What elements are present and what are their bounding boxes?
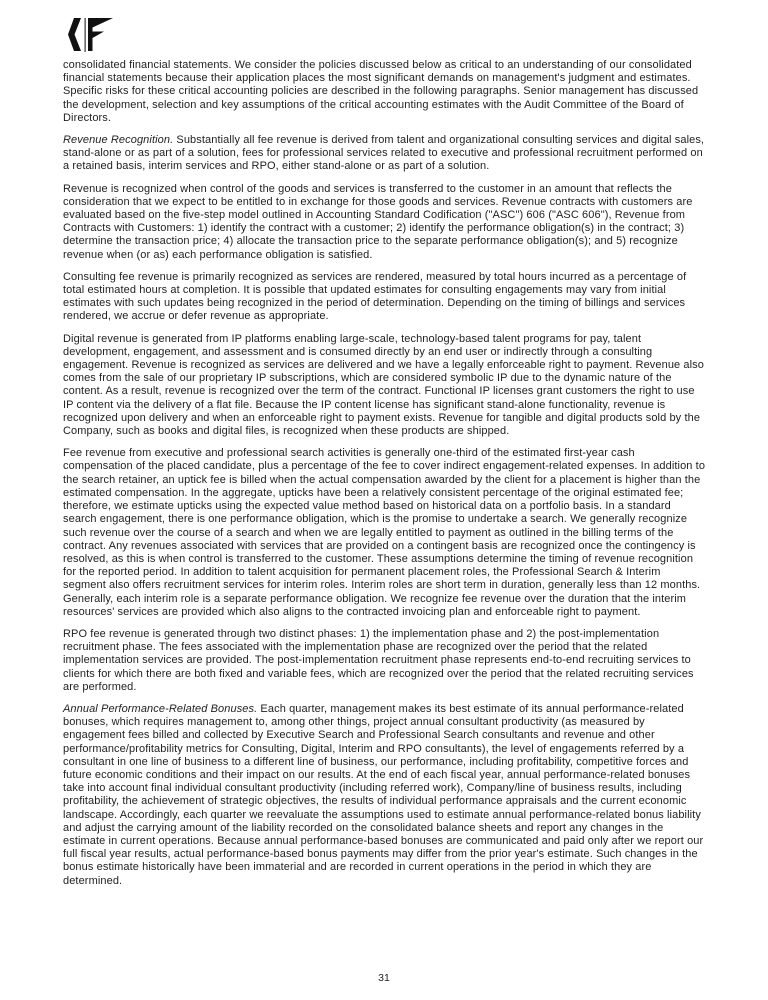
paragraph-lead: Annual Performance-Related Bonuses. (63, 702, 258, 715)
document-body (63, 59, 706, 888)
paragraph (63, 447, 706, 619)
paragraph (63, 703, 706, 888)
korn-ferry-logo-icon (68, 18, 114, 52)
paragraph (63, 628, 706, 694)
page-number: 31 (378, 972, 390, 984)
paragraph-text: Substantially all fee revenue is derived from talent and organizational consulting services and digital sales, stand-alone or as part of a solution, fees for professional services related to executive and professional recruitment performed on a retained basis, interim services and RPO, either stand-alone or as part of a solution. (63, 134, 705, 173)
paragraph (63, 183, 706, 262)
paragraph-text: Consulting fee revenue is primarily recognized as services are rendered, measured by total hours incurred as a percentage of total estimated hours at completion. It is possible that updated estimates for consulting engagements may vary from initial estimates with such updates being recognized in the period of determination. Depending on the timing of billings and services rendered, we accrue or defer revenue as appropriate. (63, 270, 687, 323)
paragraph (63, 59, 706, 125)
paragraph (63, 271, 706, 324)
paragraph (63, 333, 706, 439)
page-footer (0, 968, 768, 986)
paragraph-text: Revenue is recognized when control of the goods and services is transferred to the customer in an amount that reflects the consideration that we expect to be entitled to in exchange for those goods and services. Revenue contracts with customers are evaluated based on the five-step model outlined in Accounting Standard Codification ("ASC") 606 ("ASC 606"), Revenue from Contracts with Customers: 1) identify the contract with a customer; 2) identify the performance obligation(s) in the contract; 3) determine the transaction price; 4) allocate the transaction price to the separate performance obligation(s); and 5) recognize revenue when (or as) each performance obligation is satisfied. (63, 182, 693, 261)
paragraph (63, 134, 706, 174)
paragraph-lead: Revenue Recognition. (63, 134, 174, 147)
paragraph-text: Each quarter, management makes its best estimate of its annual performance-related bonuses, which requires management to, among other things, project annual consultant productivity (as measured by engagement fees billed and collected by Executive Search and Professional Search consultants and revenue and other performance/profitability metrics for Consulting, Digital, Interim and RPO consultants), the level of engagements referred by a consultant in one line of business to a different line of business, our performance, including profitability, competitive forces and future economic conditions and their impact on our results. At the end of each fiscal year, annual performance-related bonuses take into account final individual consultant productivity (including referred work), Company/line of business results, including profitability, the achievement of strategic objectives, the results of individual performance appraisals and the current economic landscape. Accordingly, each quarter we reevaluate the assumptions used to estimate annual performance-related bonus liability and adjust the carrying amount of the liability recorded on the consolidated balance sheets and report any changes in the estimate in current operations. Because annual performance-based bonuses are communicated and paid only after we report our full fiscal year results, actual performance-based bonus payments may differ from the prior year's estimate. Such changes in the bonus estimate historically have been immaterial and are recorded in current operations in the period in which they are determined. (63, 702, 704, 887)
paragraph-text: RPO fee revenue is generated through two distinct phases: 1) the implementation phase and 2) the post-implementation recruitment phase. The fees associated with the implementation phase are recognized over the period that the related implementation services are provided. The post-implementation recruitment phase represents end-to-end recruiting services to clients for which there are both fixed and variable fees, which are recognized over the period that the related recruiting services are performed. (63, 627, 694, 693)
paragraph-text: consolidated financial statements. We consider the policies discussed below as critical to an understanding of our consolidated financial statements because their application places the most significant demands on management's judgment and estimates. Specific risks for these critical accounting policies are described in the following paragraphs. Senior management has discussed the development, selection and key assumptions of the critical accounting estimates with the Audit Committee of the Board of Directors. (63, 59, 699, 124)
page-header (68, 18, 114, 52)
paragraph-text: Fee revenue from executive and professional search activities is generally one-third of the estimated first-year cash compensation of the placed candidate, plus a percentage of the fee to cover indirect engagement-related expenses. In addition to the search retainer, an uptick fee is billed when the actual compensation awarded by the client for a placement is higher than the estimated compensation. In the aggregate, upticks have been a relatively consistent percentage of the original estimated fee; therefore, we estimate upticks using the expected value method based on historical data on a portfolio basis. In a standard search engagement, there is one performance obligation, which is the promise to undertake a search. We generally recognize such revenue over the course of a search and when we are legally entitled to payment as outlined in the billing terms of the contract. Any revenues associated with services that are provided on a contingent basis are recognized once the contingency is resolved, as this is when control is transferred to the customer. These assumptions determine the timing of revenue recognition for the reported period. In addition to talent acquisition for permanent placement roles, the Professional Search & Interim segment also offers recruitment services for interim roles. Interim roles are short term in duration, generally less than 12 months. Generally, each interim role is a separate performance obligation. We recognize fee revenue over the duration that the interim resources' services are provided which also aligns to the contracted invoicing plan and enforceable right to payment. (63, 447, 706, 618)
paragraph-text: Digital revenue is generated from IP platforms enabling large-scale, technology-based talent programs for pay, talent development, engagement, and assessment and is consumed directly by an end user or indirectly through a consulting engagement. Revenue is recognized as services are delivered and we have a legally enforceable right to payment. Revenue also comes from the sale of our proprietary IP subscriptions, which are considered symbolic IP due to the dynamic nature of the content. As a result, revenue is recognized over the term of the contract. Functional IP licenses grant customers the right to use IP content via the delivery of a flat file. Because the IP content license has significant stand-alone functionality, revenue is recognized upon delivery and when an enforceable right to payment exists. Revenue for tangible and digital products sold by the Company, such as books and digital files, is recognized when these products are shipped. (63, 332, 704, 438)
